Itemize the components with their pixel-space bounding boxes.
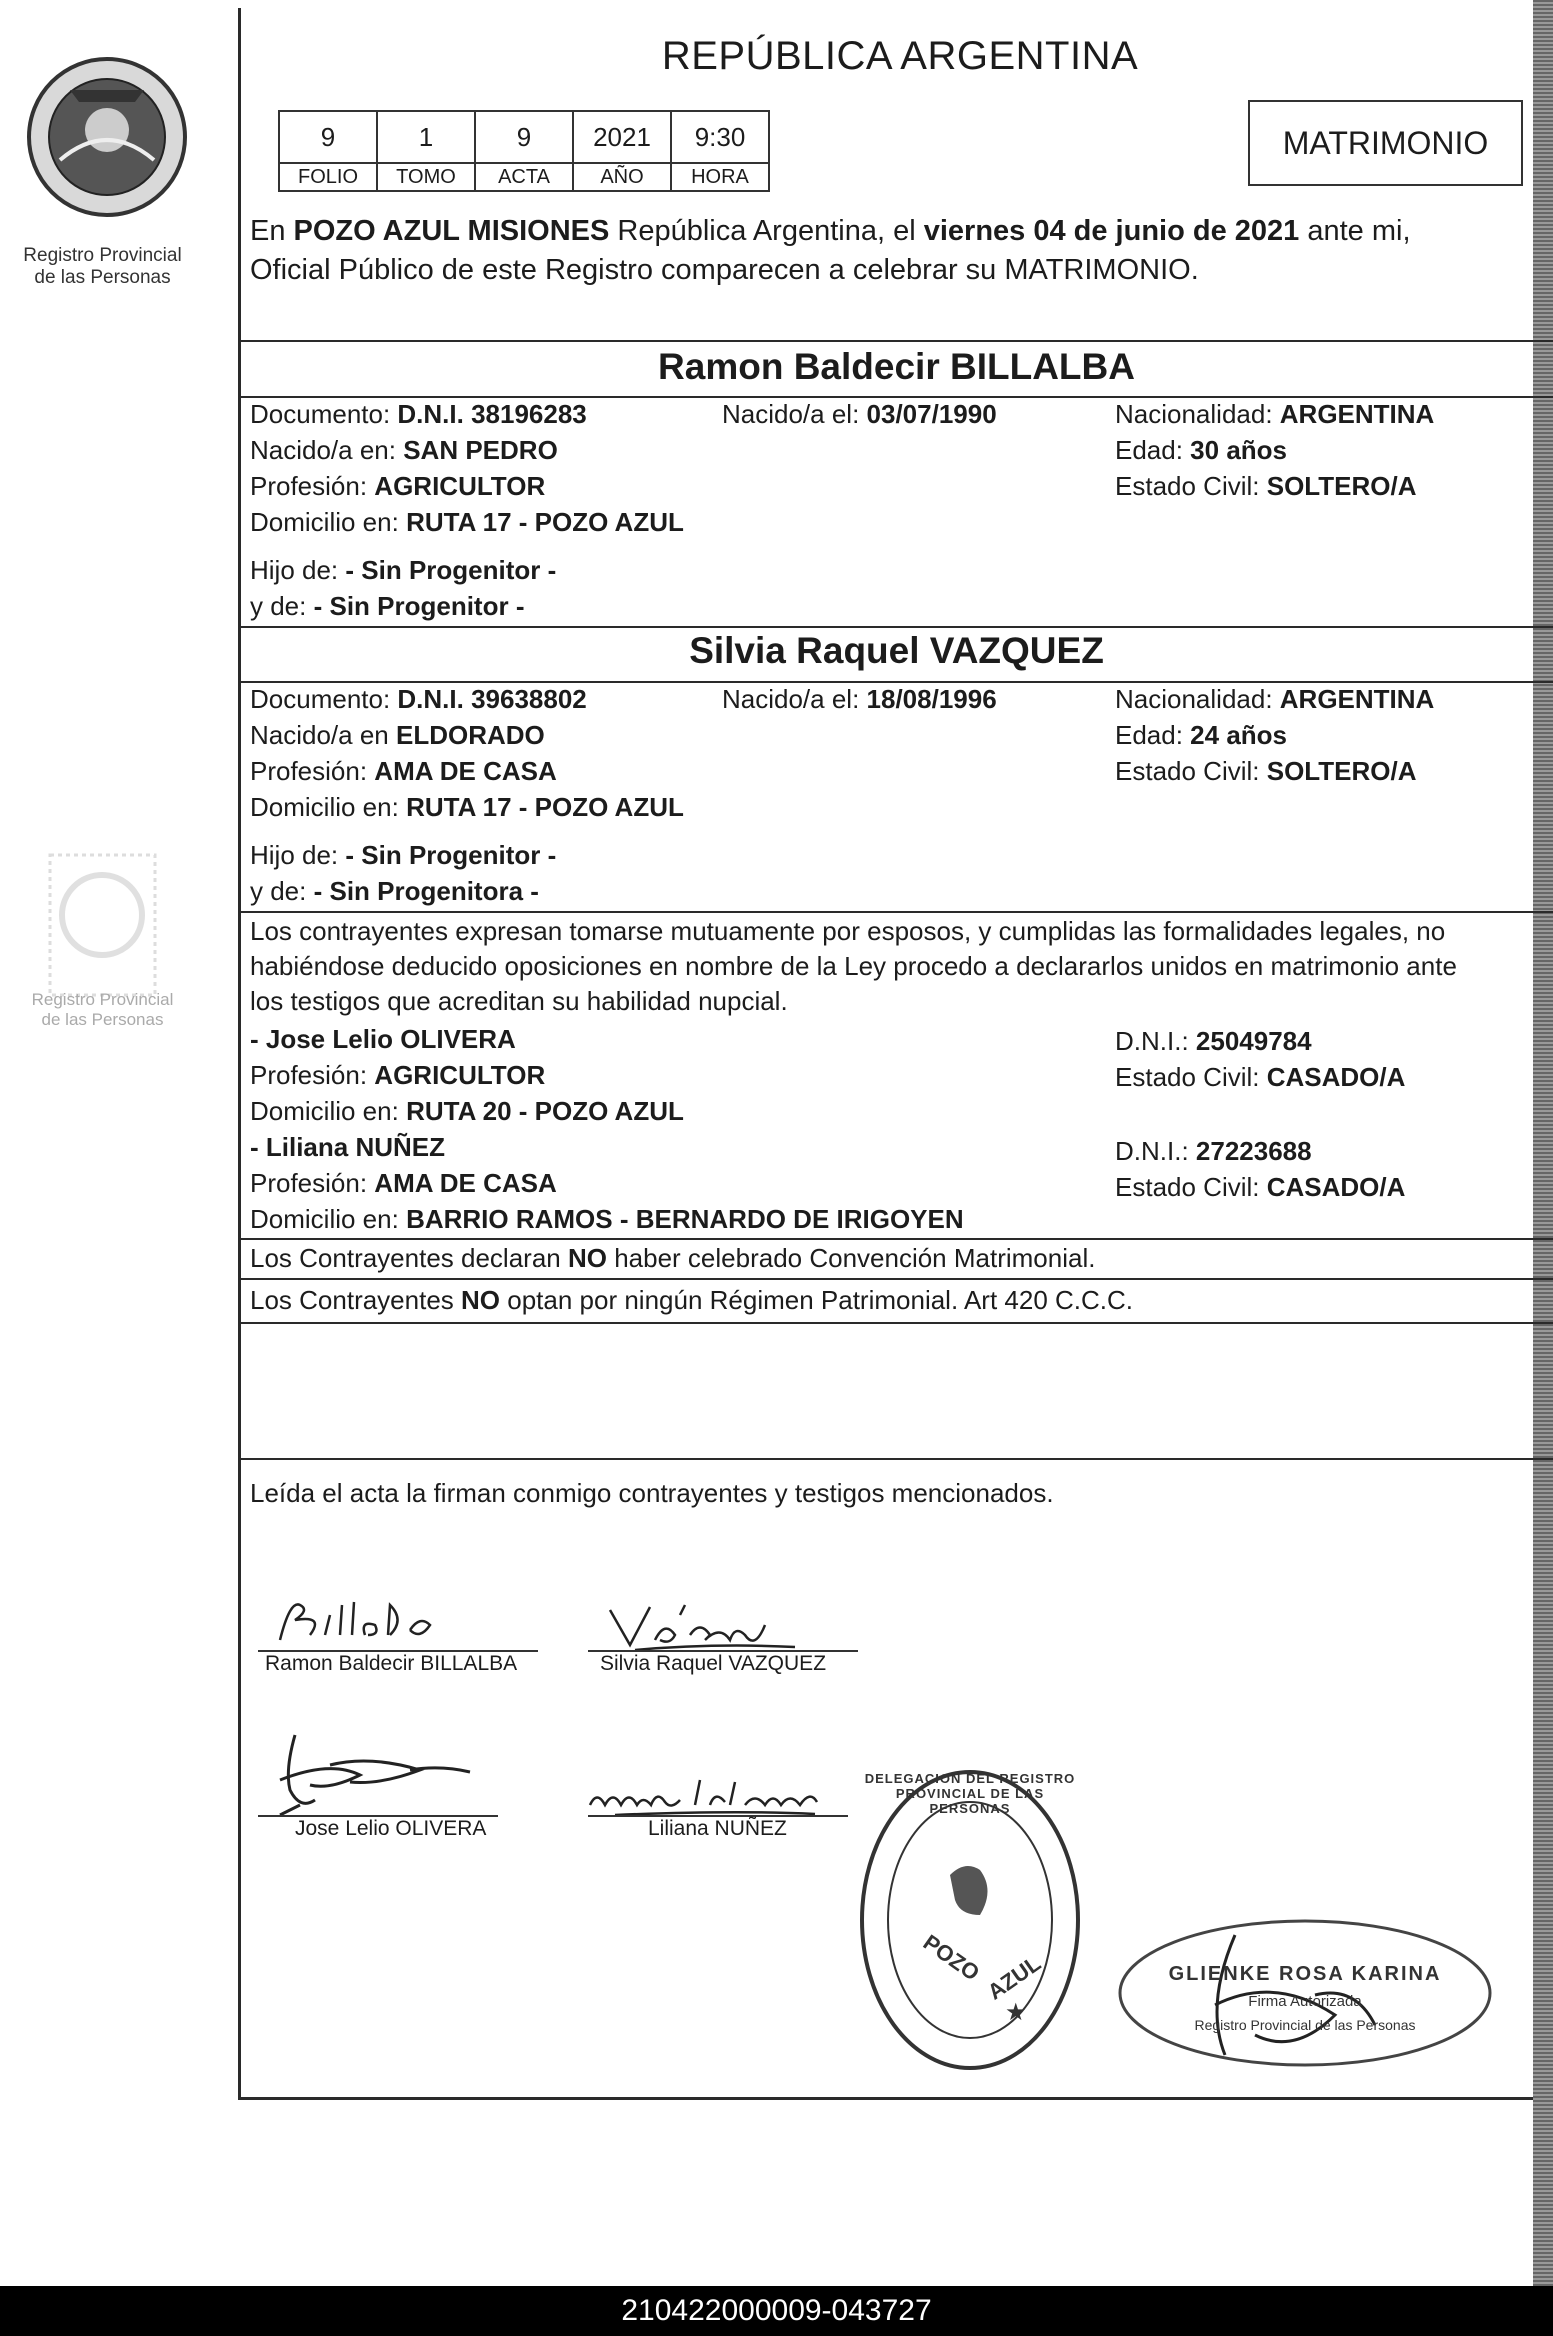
convention-line1: Los Contrayentes declaran NO haber celebrado Convención Matrimonial. — [250, 1243, 1096, 1273]
tomo-value: 1 — [377, 111, 475, 163]
acta-label: ACTA — [475, 163, 573, 191]
registry-label — [0, 245, 205, 289]
folio-label: FOLIO — [279, 163, 377, 191]
section-divider — [240, 1458, 1553, 1460]
signature-billalba — [270, 1590, 490, 1650]
spouse1-birthplace: Nacido/a en: SAN PEDRO — [250, 435, 558, 465]
witness1-name: - Jose Lelio OLIVERA — [250, 1024, 516, 1054]
spouse2-document: Documento: D.N.I. 39638802 — [250, 684, 587, 714]
spouse1-nationality: Nacionalidad: ARGENTINA — [1115, 399, 1435, 429]
section-divider — [240, 396, 1553, 398]
seal-center-1: POZO — [918, 1929, 985, 1986]
spouse2-birthplace: Nacido/a en ELDORADO — [250, 720, 545, 750]
intro-date: viernes 04 de junio de 2021 — [923, 215, 1300, 247]
spouse1-parent1: Hijo de: - Sin Progenitor - — [250, 555, 557, 585]
acta-value: 9 — [475, 111, 573, 163]
faded-label-line2: de las Personas — [41, 1010, 164, 1029]
witness2-dni: D.N.I.: 27223688 — [1115, 1136, 1312, 1166]
stamp-official-name: GLIENKE ROSA KARINA — [1168, 1963, 1442, 1985]
witness2-address: Domicilio en: BARRIO RAMOS - BERNARDO DE IRIGOYEN — [250, 1204, 964, 1234]
closing-statement: Leída el acta la firman conmigo contrayentes y testigos mencionados. — [250, 1478, 1054, 1508]
witness2-civil-status: Estado Civil: CASADO/A — [1115, 1172, 1406, 1202]
spouse2-nationality: Nacionalidad: ARGENTINA — [1115, 684, 1435, 714]
spouse1-civil-status: Estado Civil: SOLTERO/A — [1115, 471, 1417, 501]
faded-label-line1: Registro Provincial — [31, 990, 174, 1009]
year-label: AÑO — [573, 163, 671, 191]
convention-line2: Los Contrayentes NO optan por ningún Régimen Patrimonial. Art 420 C.C.C. — [250, 1285, 1134, 1315]
spouse1-profession: Profesión: AGRICULTOR — [250, 471, 546, 501]
intro-text-3: ante mi, — [1299, 215, 1411, 247]
signer2-name: Silvia Raquel VAZQUEZ — [600, 1652, 827, 1675]
witness1-address: Domicilio en: RUTA 20 - POZO AZUL — [250, 1096, 684, 1126]
spouse2-parent1: Hijo de: - Sin Progenitor - — [250, 840, 557, 870]
intro-text-2: República Argentina, el — [609, 215, 924, 247]
section-divider — [240, 681, 1553, 683]
spouse2-profession: Profesión: AMA DE CASA — [250, 756, 557, 786]
spouse1-document: Documento: D.N.I. 38196283 — [250, 399, 587, 429]
intro-line2: Oficial Público de este Registro comparecen a celebrar su MATRIMONIO. — [250, 254, 1199, 286]
witness2-name: - Liliana NUÑEZ — [250, 1132, 446, 1162]
spouse2-civil-status: Estado Civil: SOLTERO/A — [1115, 756, 1417, 786]
spouse1-birthdate: Nacido/a el: 03/07/1990 — [722, 399, 997, 429]
seal-center-2: AZUL — [982, 1950, 1046, 2005]
spouse1-age: Edad: 30 años — [1115, 435, 1287, 465]
scan-edge — [1533, 0, 1553, 2290]
section-divider — [240, 1238, 1553, 1240]
tomo-label: TOMO — [377, 163, 475, 191]
province-emblem — [20, 50, 195, 225]
record-type-box — [1248, 100, 1523, 186]
spouse2-address: Domicilio en: RUTA 17 - POZO AZUL — [250, 792, 684, 822]
registration-table — [278, 110, 770, 192]
spouse2-parent2: y de: - Sin Progenitora - — [250, 876, 539, 906]
faded-registry-label — [0, 990, 205, 1030]
record-type: MATRIMONIO — [1282, 124, 1489, 161]
signer3-name: Jose Lelio OLIVERA — [295, 1817, 487, 1840]
spouse1-parent2: y de: - Sin Progenitor - — [250, 591, 525, 621]
delegation-seal — [855, 1765, 1085, 2075]
declaration-paragraph — [250, 914, 1550, 1019]
declaration-line2: habiéndose deducido oposiciones en nombre de la Ley procedo a declararlos unidos en matrimonio ante — [250, 951, 1457, 981]
declaration-line3: los testigos que acreditan su habilidad nupcial. — [250, 986, 788, 1016]
stamp-role: Firma Autorizada — [1248, 1993, 1362, 2010]
signer1-name: Ramon Baldecir BILLALBA — [265, 1652, 518, 1675]
witness2-profession: Profesión: AMA DE CASA — [250, 1168, 557, 1198]
witness1-civil-status: Estado Civil: CASADO/A — [1115, 1062, 1406, 1092]
section-divider — [240, 1322, 1553, 1324]
signature-nunez — [585, 1770, 885, 1820]
intro-line1 — [250, 212, 1545, 251]
witness1-dni: D.N.I.: 25049784 — [1115, 1026, 1312, 1056]
section-divider — [240, 626, 1553, 628]
svg-text:★: ★ — [1005, 1998, 1027, 2026]
declaration-line1: Los contrayentes expresan tomarse mutuamente por esposos, y cumplidas las formalidades legales, no — [250, 916, 1446, 946]
section-divider — [240, 1278, 1553, 1280]
year-value: 2021 — [573, 111, 671, 163]
spouse2-name: Silvia Raquel VAZQUEZ — [689, 630, 1104, 671]
folio-value: 9 — [279, 111, 377, 163]
witness1-profession: Profesión: AGRICULTOR — [250, 1060, 546, 1090]
intro-place: POZO AZUL MISIONES — [293, 215, 610, 247]
signature-vazquez — [595, 1595, 815, 1655]
hour-label: HORA — [671, 163, 769, 191]
signature-olivera — [270, 1730, 510, 1820]
registry-label-line2: de las Personas — [34, 267, 171, 288]
intro-paragraph — [250, 212, 1545, 290]
spouse1-address: Domicilio en: RUTA 17 - POZO AZUL — [250, 507, 684, 537]
seal-ring-text: DELEGACION DEL REGISTRO PROVINCIAL DE LAS PERSONAS — [864, 1771, 1076, 1816]
official-stamp — [1115, 1915, 1495, 2070]
registry-label-line1: Registro Provincial — [23, 245, 182, 266]
spouse1-name: Ramon Baldecir BILLALBA — [658, 346, 1135, 387]
signer4-name: Liliana NUÑEZ — [648, 1817, 787, 1840]
intro-text-1: En — [250, 215, 294, 247]
section-divider — [240, 911, 1553, 913]
spouse2-birthdate: Nacido/a el: 18/08/1996 — [722, 684, 997, 714]
spouse2-age: Edad: 24 años — [1115, 720, 1287, 750]
section-divider — [240, 340, 1553, 342]
footer-code: 210422000009-043727 — [0, 2286, 1553, 2336]
country-title: REPÚBLICA ARGENTINA — [661, 34, 1139, 78]
hour-value: 9:30 — [671, 111, 769, 163]
stamp-org: Registro Provincial de las Personas — [1194, 2017, 1416, 2033]
